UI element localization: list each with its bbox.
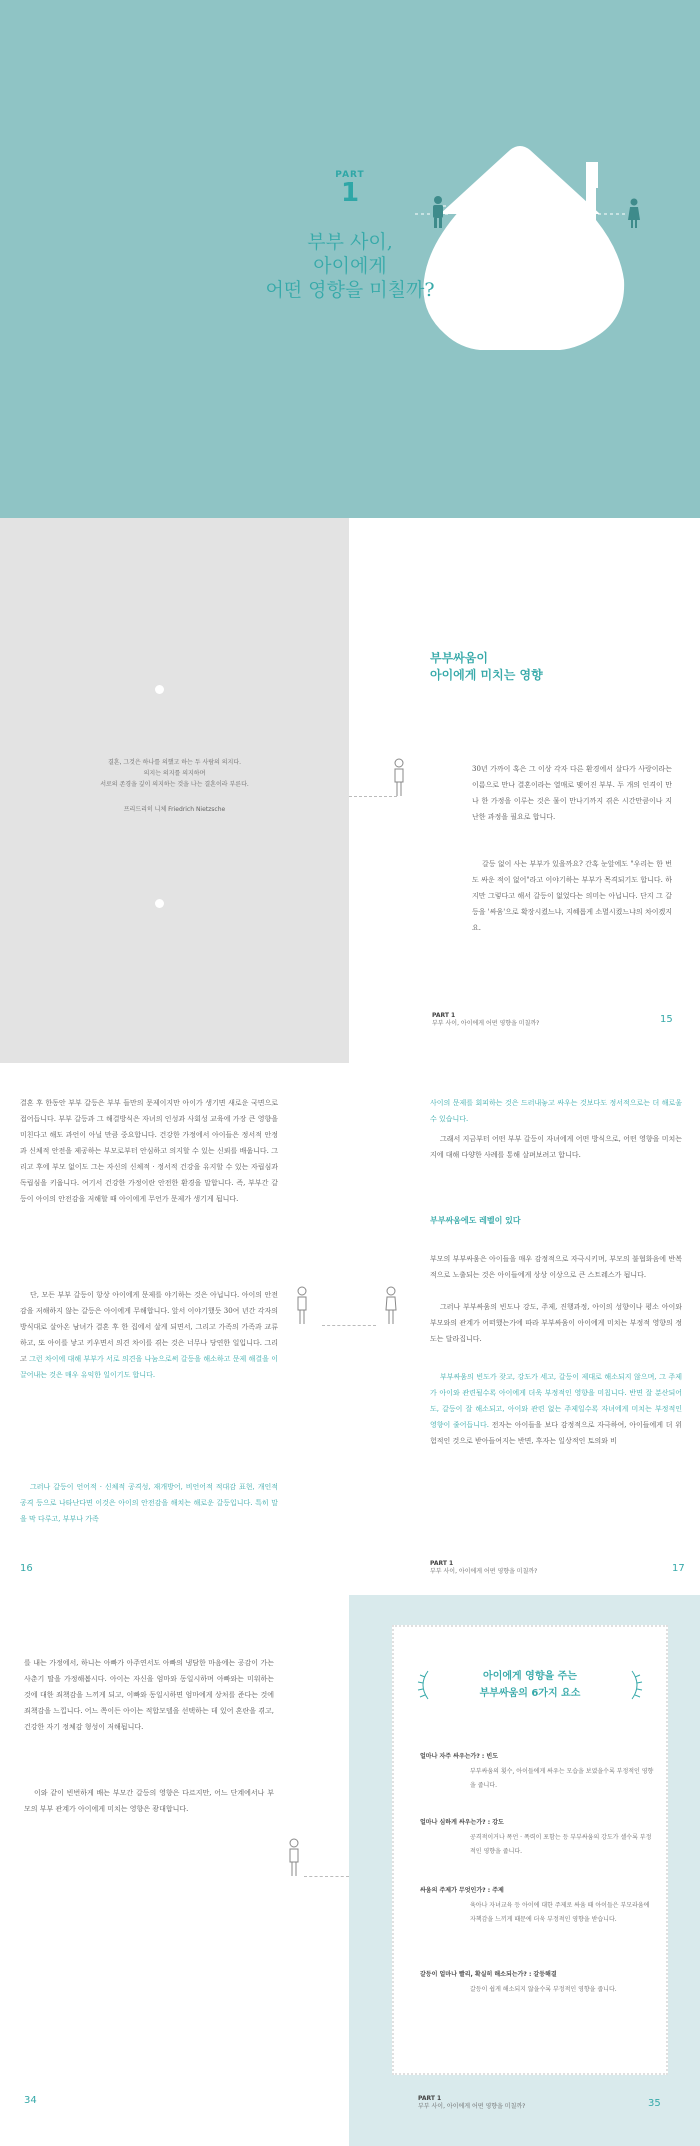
standing-person-icon [393, 758, 405, 798]
footer-part-subtitle: 부부 사이, 아이에게 어떤 영향을 미칠까? [430, 1568, 538, 1575]
factor-1-answer: 부부싸움의 횟수, 아이들에게 싸우는 모습을 보였을수록 부정적인 영향을 줍니다. [470, 1768, 654, 1789]
right-paragraph-4: 그러나 부부싸움의 빈도나 강도, 주제, 진행과정, 아이의 성향이나 평소 아이와 부모와의 관계가 어떠했는가에 따라 부부싸움이 아이에게 미치는 부정적 영향의 정도는 달라집니다. [430, 1303, 682, 1343]
body-paragraph-2: 갈등 없이 사는 부부가 있을까요? 간혹 눈앞에도 "우리는 한 번도 싸운 적이 없어"라고 이야기하는 부부가 목격되기도 합니다. 하지만 그렇다고 해서 갈등이 없었다는 의미는 아닙니다. 단지 그 갈등을 '싸움'으로 확장시켰느냐, 지혜롭게 소멸시켰느냐의 차이겠지요. [472, 860, 672, 932]
page-number-34: 34 [24, 2095, 37, 2106]
cover-title-line-3: 어떤 영향을 미칠까? [265, 279, 435, 301]
right-paragraph-3: 부모의 부부싸움은 아이들을 매우 감정적으로 자극시키며, 부모의 불협화음에 반복적으로 노출되는 것은 아이들에게 상상 이상으로 큰 스트레스가 됩니다. [430, 1255, 682, 1279]
factor-2-answer: 공격적이거나 폭언 · 폭력이 포함는 등 부부싸움의 강도가 셀수록 부정적인 영향을 줍니다. [470, 1834, 652, 1855]
left-paragraph-2-highlight: 그런 차이에 대해 부부가 서로 의견을 나눔으로써 갈등을 해소하고 문제 해결을 이끌어내는 것은 매우 유익한 일이기도 합니다. [20, 1355, 278, 1379]
quote-line-2: 의지는 의지를 의지하며 [143, 770, 206, 777]
right-paragraph-5-text: 전자는 아이들을 보다 감정적으로 자극하여, 아이들에게 더 위험적인 것으로 받아들여지는 반면, 후자는 일상적인 토의와 비 [430, 1421, 682, 1445]
spread-pages-34-35 [0, 1595, 700, 2146]
factor-3-answer: 육아나 자녀교육 등 아이에 대한 주제로 싸움 때 아이들은 부모라움에 자책감을 느끼게 때문에 더욱 부정적인 영향을 받습니다. [470, 1902, 650, 1923]
body-paragraph-1: 30년 가까이 혹은 그 이상 각자 다른 환경에서 살다가 사랑이라는 이름으로 만나 결혼이라는 열매로 맺어진 부부. 두 개의 인격이 만나 한 가정을 이루는 것은 물이 만나기까지 겪은 시간만큼이나 지난한 과정을 필요로 합니다. [472, 765, 672, 821]
section-title-line-2: 아이에게 미치는 영향 [430, 668, 543, 682]
standing-person-icon [288, 1838, 300, 1878]
quote-line-1: 결혼, 그것은 하나를 의했고 하는 두 사람의 의지다. [107, 759, 242, 766]
quote-author: 프리드리히 니체 Friedrich Nietzsche [123, 806, 226, 813]
footer-part-subtitle: 부부 사이, 아이에게 어떤 영향을 미칠까? [432, 1020, 540, 1027]
factor-1-question: 얼마나 자주 싸우는가? : 빈도 [420, 1753, 498, 1760]
left-paragraph-2: 이와 같이 빈번하게 배는 부모간 갈등의 영향은 다르지만, 어느 단계에서나 부모의 부부 관계가 아이에게 미치는 영향은 광대합니다. [24, 1789, 274, 1813]
page-number-15: 15 [660, 1014, 673, 1025]
factor-box [392, 1625, 668, 2075]
left-paragraph-1: 를 내는 가정에서, 하니는 아빠가 아주연서도 아빠의 냉담한 마음에는 공감이 가는 사춘기 딸을 가정해봅시다. 아이는 자신을 엄마와 동일시하며 아빠와는 미워하는 것에 대한 죄책감을 느끼게 되고, 이빠와 동일시하면 엄마에게 상처를 준다는 것에 죄책감을 느낍니다. 어느 쪽이든 아이는 적합모델을 선택하는 데 있어 혼란을 겪고, 건강한 자기 정체감 형성이 저해됩니다. [24, 1659, 274, 1731]
box-title-line-2: 부부싸움의 6가지 요소 [479, 1688, 581, 1699]
right-paragraph-5-highlight: 부부싸움의 빈도가 잦고, 강도가 세고, 갈등이 제대로 해소되지 않으며, 그 주제가 아이와 관련될수록 아이에게 더욱 부정적인 영향을 미칩니다. 반면 잘 분산되어도, 갈등이 잘 해소되고, 아이와 관련 없는 주제일수록 자녀에게 미치는 부정적인 영향이 줄어듭니다. [430, 1373, 682, 1429]
footer-part [418, 2095, 525, 2111]
quote-page [0, 518, 349, 1063]
dashed-guide [322, 1325, 376, 1326]
footer-part [430, 1560, 537, 1576]
footer-part [432, 1012, 539, 1028]
right-paragraph-1: 사이의 문제를 회피하는 것은 드러내놓고 싸우는 것보다도 정서적으로는 더 해로울 수 있습니다. [430, 1099, 682, 1123]
section-title-line-1: 부부싸움이 [430, 651, 488, 665]
left-paragraph-2-text: 단, 모든 부부 갈등이 항상 아이에게 문제를 야기하는 것은 아닙니다. 아이의 안전감을 저해하지 않는 갈등은 아이에게 무해합니다. 앞서 이야기했듯 30여 년간 각자의 방식대로 살아온 남녀가 결혼 후 한 집에서 살게 되면서, 그리고 가족의 가족과 교류하고, 또 아이를 낳고 키우면서 의견 차이를 겪는 것은 너무나 당연한 일입니다. 그리고 [20, 1291, 278, 1363]
dashed-guide [304, 1876, 349, 1877]
cover-page [0, 0, 700, 518]
factor-4-answer: 갈등이 쉽게 해소되지 않을수록 부정적인 영향을 줍니다. [470, 1986, 617, 1993]
person-left-icon [296, 1286, 308, 1326]
dot-bottom [155, 899, 164, 908]
spread-pages-14-15 [0, 518, 700, 1063]
left-paragraph-3: 그러나 갈등이 언어적 · 신체적 공격성, 재개방어, 비언어적 적대감 표현, 개인적 공격 등으로 나타난다면 이것은 아이의 안전감을 해치는 해로운 갈등입니다. 특히 말을 막 다루고, 부부나 가족 [20, 1483, 278, 1523]
footer-part-label: PART 1 [432, 1012, 456, 1019]
left-paragraph-2 [20, 1287, 278, 1383]
dashed-guide [349, 796, 397, 797]
cover-title-line-2: 아이에게 [313, 255, 387, 277]
footer-part-label: PART 1 [418, 2095, 442, 2102]
box-title-line-1: 아이에게 영향을 주는 [483, 1671, 577, 1682]
factor-3-question: 싸움의 주제가 무엇인가? : 주제 [420, 1887, 504, 1894]
factor-2-question: 얼마나 심하게 싸우는가? : 강도 [420, 1819, 504, 1826]
footer-part-label: PART 1 [430, 1560, 454, 1567]
left-paragraph-1: 결혼 후 한동안 부부 갈등은 부부 들만의 문제이지만 아이가 생기면 새로운 국면으로 접어듭니다. 부부 갈등과 그 해결방식은 자녀의 인성과 사회성 교육에 가장 큰 영향을 미친다고 해도 과언이 아닐 만큼 중요합니다. 건강한 가정에서 아이들은 정서적 안정과 신체적 안전을 제공하는 부모로부터 안심하고 의지할 수 있는 신뢰를 배웁니다. 그리고 후에 부모 없이도 그는 자신의 신체적 · 정서적 건강을 유지할 수 있는 자립심과 독립심을 키웁니다. 여기서 건강한 가정이란 안전한 환경을 말합니다. 즉, 부부간 갈등이 아이의 안전감을 저해할 때 아이에게 무언가 문제가 생기게 됩니다. [20, 1099, 278, 1203]
part-number: 1 [340, 178, 360, 208]
page-number-16: 16 [20, 1563, 33, 1574]
page-number-35: 35 [648, 2098, 661, 2109]
page-number-17: 17 [672, 1563, 685, 1574]
cover-title-line-1: 부부 사이, [307, 231, 393, 253]
right-paragraph-5 [430, 1369, 682, 1449]
part-word: PART [335, 170, 365, 180]
quote-line-3: 서로의 존경을 깊이 의지하는 것을 나는 결혼이라 부른다. [100, 781, 249, 788]
dot-top [155, 685, 164, 694]
spread-pages-16-17 [0, 1063, 700, 1595]
person-right-icon [385, 1286, 397, 1326]
subhead-levels: 부부싸움에도 레벨이 있다 [430, 1216, 521, 1225]
factor-4-question: 갈등이 얼마나 빨리, 확실히 해소되는가? : 갈등해결 [420, 1971, 557, 1978]
right-paragraph-2: 그래서 지금부터 어떤 부부 갈등이 자녀에게 어떤 방식으로, 어떤 영향을 미치는지에 대해 다양한 사례를 통해 살펴보려고 합니다. [430, 1135, 682, 1159]
footer-part-subtitle: 부부 사이, 아이에게 어떤 영향을 미칠까? [418, 2103, 526, 2110]
